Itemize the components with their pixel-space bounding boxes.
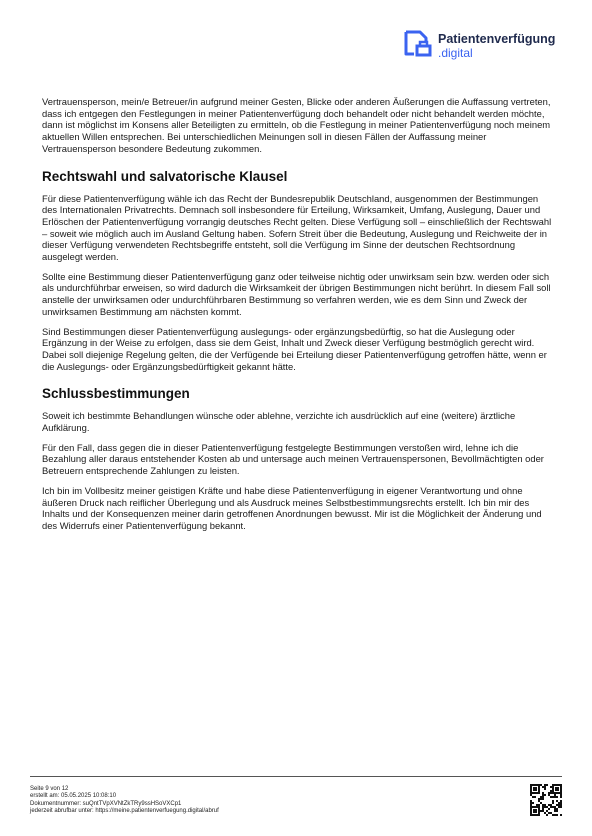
created-date: erstellt am: 05.05.2025 10:08:10	[30, 793, 117, 800]
brand-suffix: .digital	[438, 46, 473, 60]
intro-paragraph: Vertrauensperson, mein/e Betreuer/in aufgrund meiner Gesten, Blicke oder anderen Äußerungen die Auffassung vertreten, dass ich entgegen den Festlegungen in meiner Patientenverfügung doch behandelt oder nicht behandelt werden möchte, dann ist möglichst im Konsens aller Beteiligten zu ermitteln, ob die Festlegung in meiner Patientenverfügung noch meinem aktuellen Willen entsprechen. Bei unterschiedlichen Meinungen soll in diesen Fällen der Auffassung meiner Vertrauensperson besondere Bedeutung zukommen.	[42, 96, 551, 154]
section-heading-schlussbestimmungen: Schlussbestimmungen	[42, 386, 190, 402]
section-paragraph: Für diese Patientenverfügung wähle ich das Recht der Bundesrepublik Deutschland, ausgenommen der Bestimmungen des Internationalen Privatrechts. Demnach soll insbesondere für Erteilung, Wirksamkeit, Umfang, Auslegung, Dauer und Erlöschen der Patientenverfügung vorrangig deutsches Recht gelten. Diese Verfügung soll – einschließlich der Rechtswahl – soweit wie möglich auch im Ausland Geltung haben. Sofern Streit über die Bedeutung, Auslegung und Reichweite der in dieser Verfügung verwendeten Rechtsbegriffe entsteht, soll die Verfügung im Sinne der deutschen Rechtsordnung ausgelegt werden.	[42, 192, 552, 263]
document-shield-icon	[400, 28, 434, 62]
section-heading-rechtswahl: Rechtswahl und salvatorische Klausel	[42, 168, 288, 184]
brand-logo	[400, 28, 560, 64]
document-number: Dokumentnummer: suQntTVpXVNtZkTRy9ssHSoVXCp1	[30, 800, 182, 807]
page-footer	[30, 786, 219, 816]
section-paragraph: Sollte eine Bestimmung dieser Patientenverfügung ganz oder teilweise nichtig oder unwirksam sein bzw. werden oder sich als undurchführbar erweisen, so wird dadurch die Wirksamkeit der übrigen Bestimmungen nicht berührt. In diesem Fall soll anstelle der unwirksamen oder undurchführbaren Bestimmung so verfahren werden, wie es dem Sinn und Zweck der unwirksamen Bestimmung am nächsten kommt.	[42, 270, 551, 317]
document-body	[42, 96, 554, 540]
section-paragraph: Sind Bestimmungen dieser Patientenverfügung auslegungs- oder ergänzungsbedürftig, so hat die Auslegung oder Ergänzung in der Weise zu erfolgen, dass sie dem Geist, Inhalt und Zweck dieser Verfügung bestmöglich gerecht wird. Dabei soll diejenige Regelung gelten, die der Verfügende bei Erteilung dieser Patientenverfügung getroffen hätte, wenn er die Auslegungs- oder Ergänzungsbedürftigkeit gekannt hätte.	[42, 325, 547, 372]
section-paragraph: Soweit ich bestimmte Behandlungen wünsche oder ablehne, verzichte ich ausdrücklich auf eine (weitere) ärztliche Aufklärung.	[42, 410, 516, 434]
retrieval-link[interactable]: jederzeit abrufbar unter: https://meine.patientenverfuegung.digital/abruf	[30, 808, 219, 815]
section-paragraph: Ich bin im Vollbesitz meiner geistigen Kräfte und habe diese Patientenverfügung in eigener Verantwortung und ohne äußeren Druck nach reiflicher Überlegung und als Ausdruck meines Selbstbestimmungsrechts erstellt. Ich bin mir des Inhalts und der Konsequenzen meiner darin getroffenen Anordnungen bewusst. Mir ist die Möglichkeit der Änderung und des Widerrufs einer Patientenverfügung bekannt.	[42, 484, 542, 531]
footer-divider	[30, 776, 562, 777]
page-number: Seite 9 von 12	[30, 786, 69, 792]
section-paragraph: Für den Fall, dass gegen die in dieser Patientenverfügung festgelegte Bestimmungen verstoßen wird, lehne ich die Bezahlung aller daraus entstehender Kosten ab und untersage auch meinen Vertrauenspersonen, Bevollmächtigten oder Betreuern entsprechende Zahlungen zu leisten.	[42, 441, 544, 477]
brand-name: Patientenverfügung	[438, 32, 556, 46]
qr-code-icon	[530, 784, 562, 816]
